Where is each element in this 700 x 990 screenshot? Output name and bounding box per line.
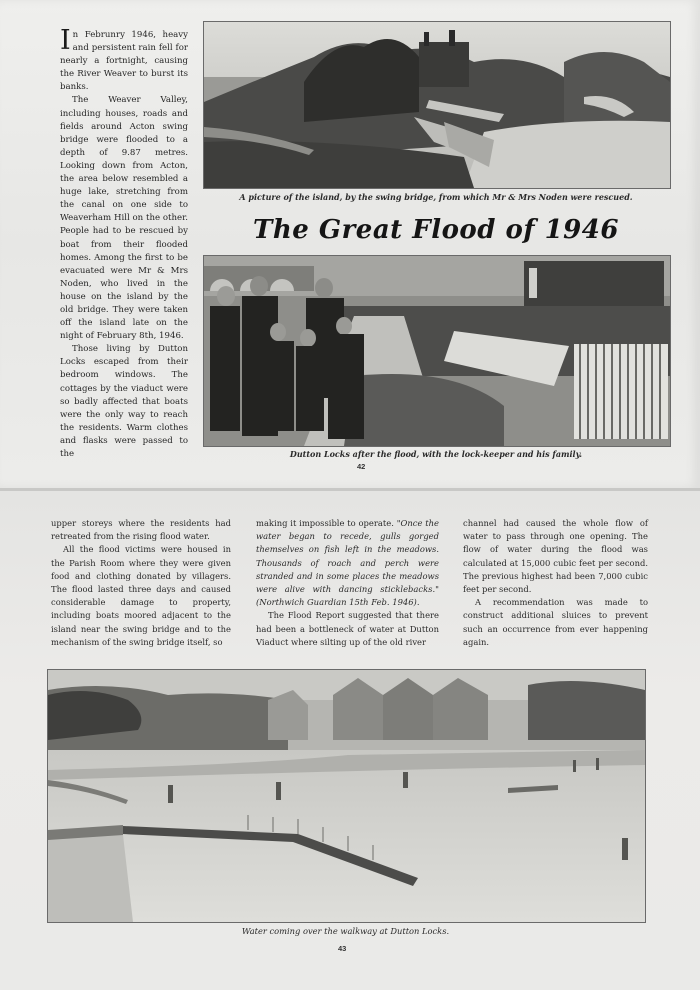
photo-family-caption: Dutton Locks after the flood, with the lock-keeper and his family. xyxy=(289,449,583,459)
photo-walkway-image xyxy=(48,670,645,922)
intro-paragraph xyxy=(60,25,188,94)
photo-walkway-caption: Water coming over the walkway at Dutton Locks. xyxy=(241,926,450,936)
page-43 xyxy=(0,491,700,990)
column-2-paragraph-2: The Flood Report suggested that there had been a bottleneck of water at Dutton Viaduct where silting up of the old river xyxy=(256,610,439,647)
photo-island-image xyxy=(204,22,670,188)
page-42 xyxy=(0,0,700,488)
photo-island-caption: A picture of the island, by the swing bridge, from which Mr & Mrs Noden were rescued. xyxy=(239,192,633,202)
article-column-3 xyxy=(463,517,648,649)
column-1-paragraph-1: upper storeys where the residents had retreated from the rising flood water. xyxy=(51,518,231,542)
intro-text: n Februnry 1946, heavy and persistent rain fell for nearly a fortnight, causing the River Weaver to burst its banks. xyxy=(60,30,188,93)
column-3-paragraph-2: A recommendation was made to construct additional sluices to prevent such an occurrence from ever happening again. xyxy=(463,597,648,647)
article-column-2 xyxy=(256,517,439,649)
paragraph-weaver-valley: The Weaver Valley, including houses, roads and fields around Acton swing bridge were flooded to a depth of 9.87 metres. Looking down from Acton, the area below resembled a huge lake, stretching from the canal on one side to Weaverham Hill on the other. People had to be rescued by boat from their flooded homes. Among the first to be evacuated were Mr & Mrs Noden, who lived in the house on the island by the old bridge. They were taken off the island late on the night of February 8th, 1946. xyxy=(60,95,188,342)
article-column-left xyxy=(60,25,188,461)
page-number-43: 43 xyxy=(338,944,347,953)
page-number-42: 42 xyxy=(357,462,366,471)
column-3-paragraph-1: channel had caused the whole flow of water to pass through one opening. The flow of water during the flood was calculated at 15,000 cubic feet per second. The previous highest had been 7,000 cubic feet per second. xyxy=(463,518,648,595)
column-2-paragraph-1 xyxy=(256,517,439,609)
column-2-text: making it impossible to operate. xyxy=(256,518,397,528)
photo-walkway-flood xyxy=(47,669,646,923)
article-column-1 xyxy=(51,517,231,649)
photo-island-swing-bridge xyxy=(203,21,671,189)
photo-family-image xyxy=(204,256,670,446)
article-title: The Great Flood of 1946 xyxy=(253,215,619,245)
paragraph-dutton-locks: Those living by Dutton Locks escaped from their bedroom windows. The cottages by the viaduct were so badly affected that boats were the only way to reach the residents. Warm clothes and flasks were passed to the xyxy=(60,344,188,459)
photo-dutton-locks-family xyxy=(203,255,671,447)
column-1-paragraph-2: All the flood victims were housed in the Parish Room where they were given food and clothing donated by villagers. The flood lasted three days and caused considerable damage to property, including boats moored adjacent to the island near the swing bridge and to the mechanism of the swing bridge itself, so xyxy=(51,544,231,647)
drop-cap: I xyxy=(60,25,71,56)
newspaper-quote: "Once the water began to recede, gulls gorged themselves on fish left in the meadows. Thousands of roach and perch were stranded and in some places the meadows were alive with dancing sticklebacks." (Northwich Guardian 15th Feb. 1946). xyxy=(256,518,439,608)
